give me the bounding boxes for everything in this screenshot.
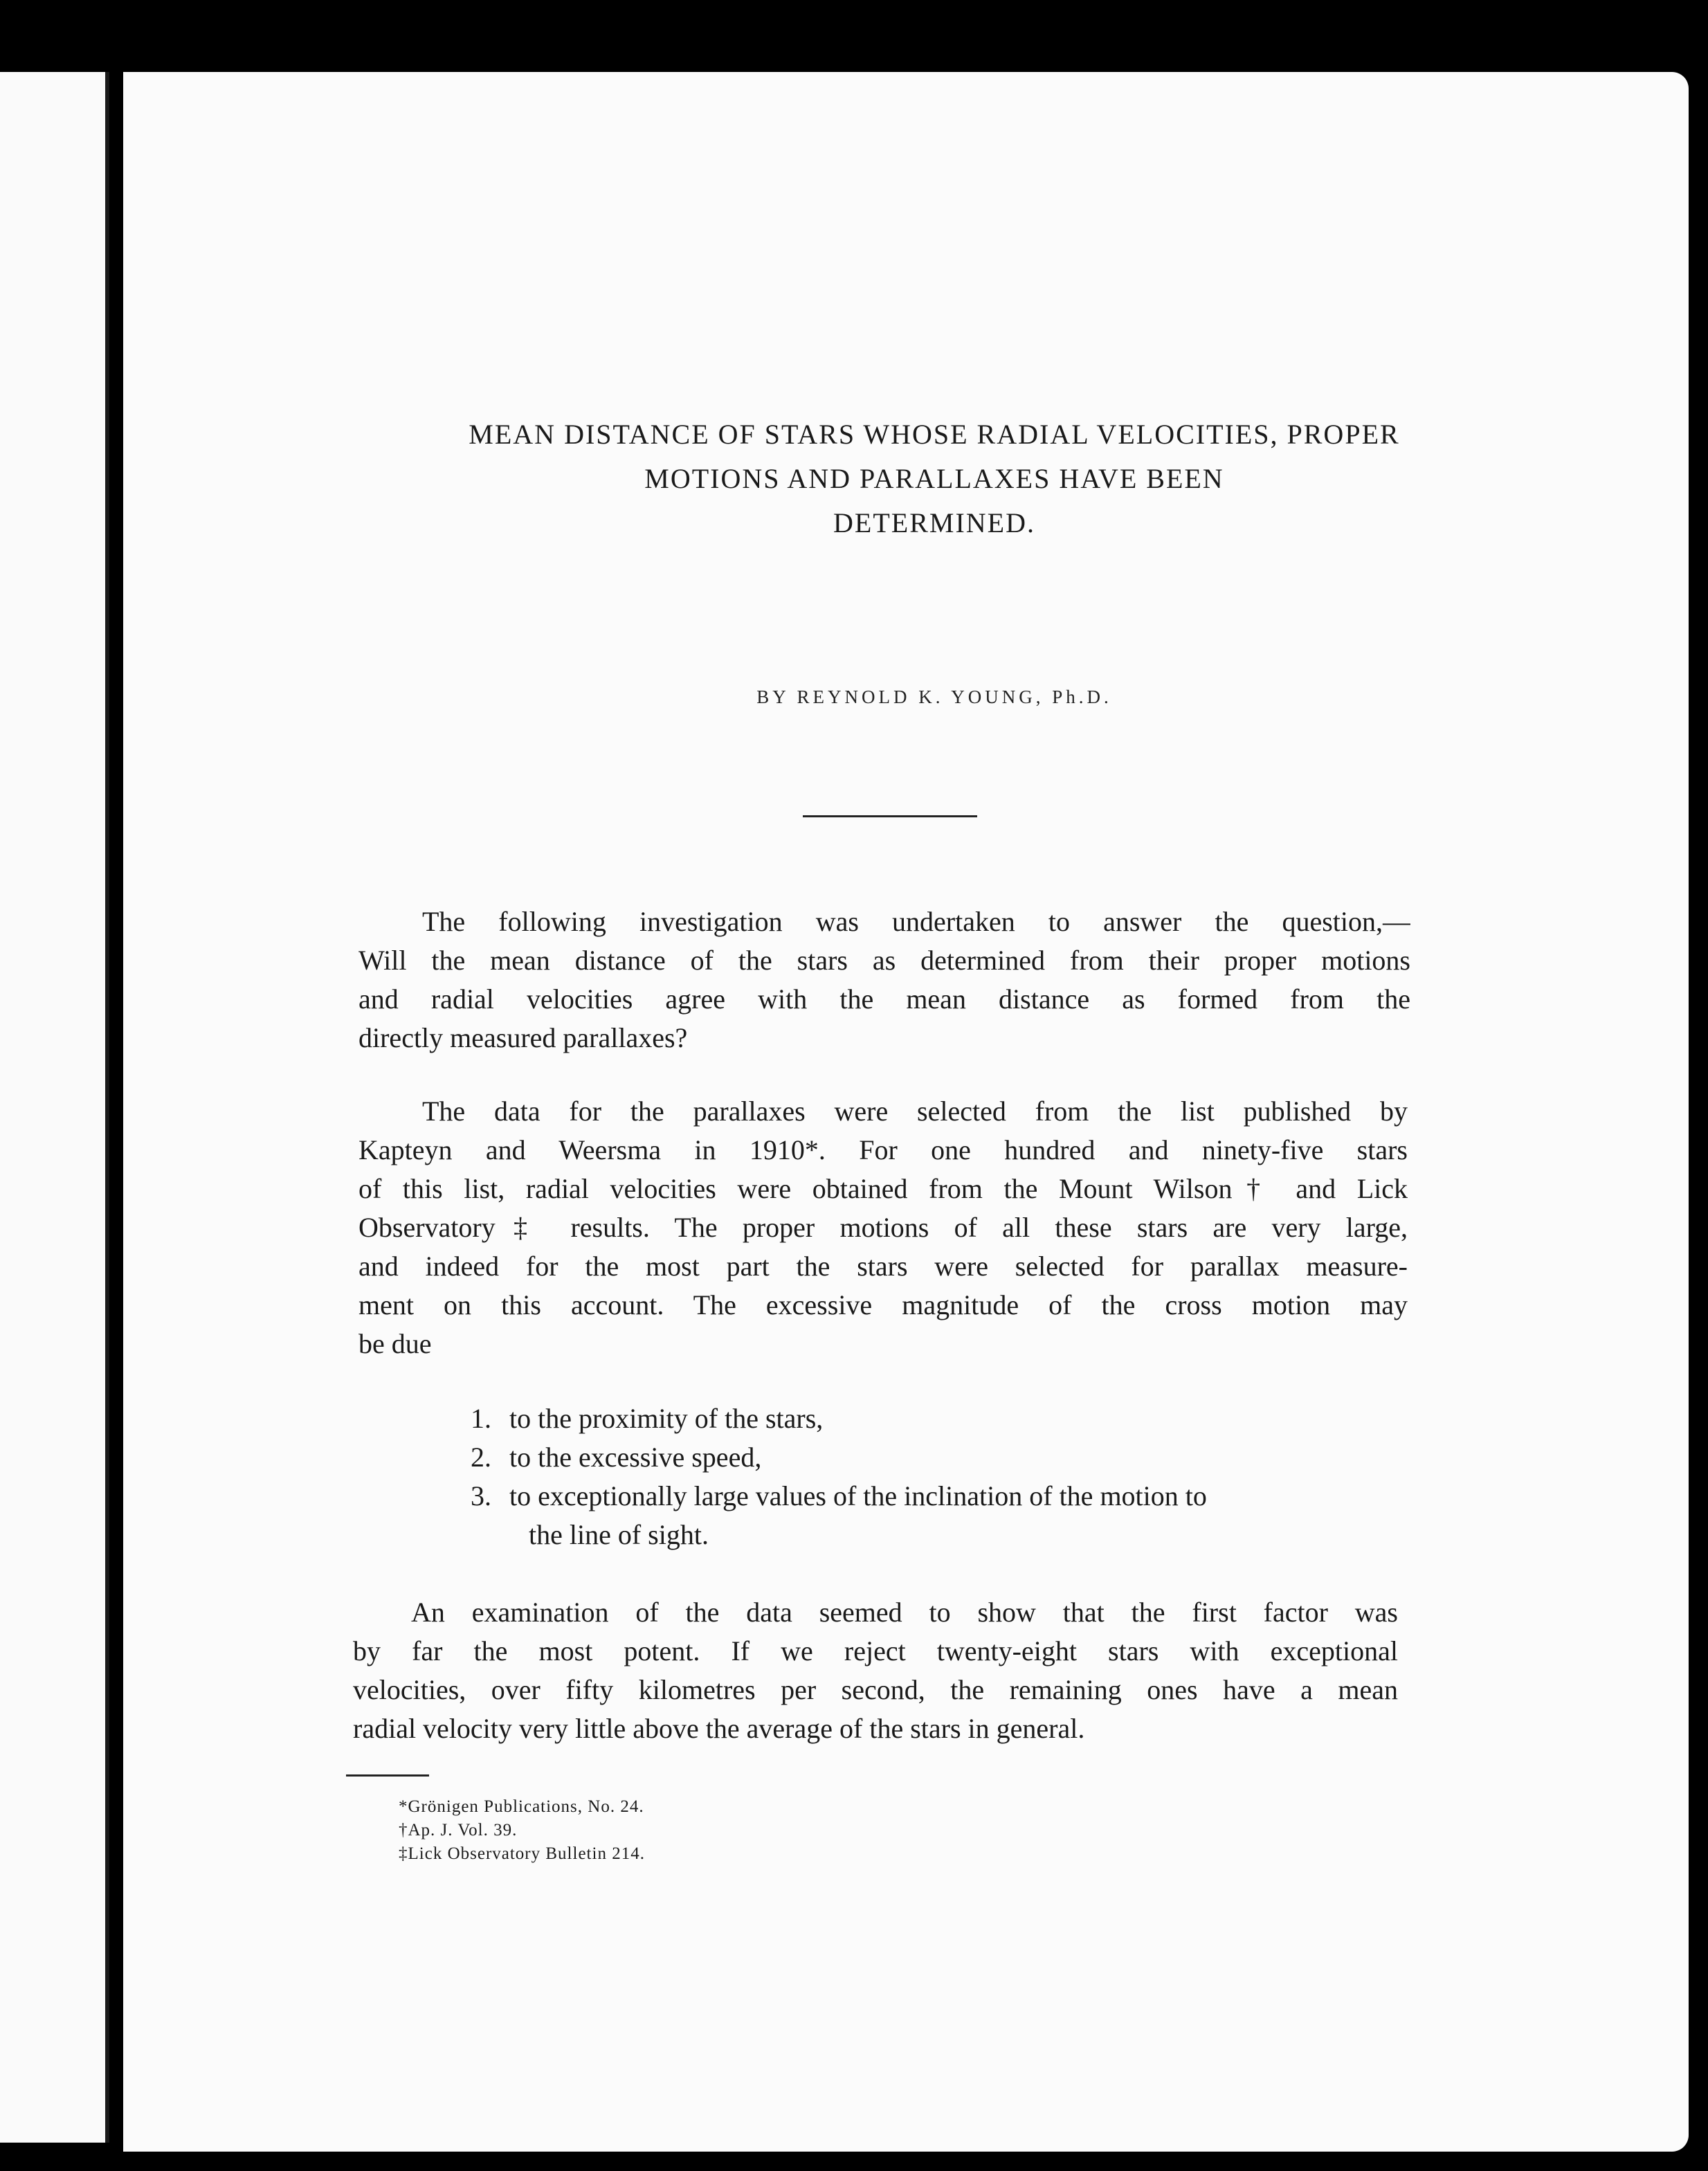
paragraph-line: The following investigation was undertaken to answer the question,— — [422, 906, 1410, 937]
article-title — [277, 412, 1592, 545]
footnote: ‡Lick Observatory Bulletin 214. — [399, 1844, 645, 1863]
footnote-divider — [346, 1774, 429, 1777]
list-item — [471, 1477, 1405, 1554]
footnote: *Grönigen Publications, No. 24. — [399, 1797, 644, 1816]
list-number: 1. — [471, 1403, 491, 1434]
title-line: MEAN DISTANCE OF STARS WHOSE RADIAL VELOCITIES, PROPER — [469, 419, 1400, 450]
paragraph-intro — [358, 902, 1410, 1057]
paragraph-line: ment on this account. The excessive magnitude of the cross motion may — [358, 1289, 1408, 1320]
causes-list — [471, 1399, 1405, 1554]
section-divider — [803, 815, 977, 817]
paragraph-line: Observatory‡ results. The proper motions of all these stars are very large, — [358, 1212, 1408, 1243]
paragraph-line: of this list, radial velocities were obtained from the Mount Wilson† and Lick — [358, 1173, 1408, 1204]
paragraph-line: be due — [358, 1328, 432, 1359]
paragraph-line: Will the mean distance of the stars as determined from their proper motions — [358, 945, 1410, 976]
paragraph-line: directly measured parallaxes? — [358, 1022, 688, 1053]
left-page-edge — [0, 72, 109, 2143]
list-number: 3. — [471, 1480, 491, 1511]
title-line: DETERMINED. — [833, 507, 1035, 538]
list-text: to the excessive speed, — [509, 1442, 762, 1473]
title-line: MOTIONS AND PARALLAXES HAVE BEEN — [644, 463, 1224, 494]
list-text-continuation: the line of sight. — [529, 1519, 709, 1550]
paragraph-line: The data for the parallaxes were selected from the list published by — [422, 1096, 1408, 1127]
paragraph-line: and radial velocities agree with the mean distance as formed from the — [358, 983, 1410, 1015]
paragraph-line: and indeed for the most part the stars were selected for parallax measure- — [358, 1251, 1408, 1282]
paragraph-data — [358, 1092, 1408, 1363]
list-text: to exceptionally large values of the inclination of the motion to — [509, 1480, 1207, 1511]
paragraph-line: Kapteyn and Weersma in 1910*. For one hundred and ninety-five stars — [358, 1134, 1408, 1165]
footnote: †Ap. J. Vol. 39. — [399, 1821, 518, 1840]
paragraph-line: by far the most potent. If we reject twenty-eight stars with exceptional — [353, 1635, 1398, 1666]
list-item — [471, 1399, 1405, 1438]
paragraph-line: velocities, over fifty kilometres per second, the remaining ones have a mean — [353, 1674, 1398, 1705]
paragraph-line: An examination of the data seemed to show that the first factor was — [411, 1597, 1398, 1628]
footnotes — [399, 1795, 1021, 1866]
paragraph-line: radial velocity very little above the average of the stars in general. — [353, 1713, 1085, 1744]
paragraph-examination — [353, 1593, 1398, 1748]
list-number: 2. — [471, 1442, 491, 1473]
list-item — [471, 1438, 1405, 1477]
list-text: to the proximity of the stars, — [509, 1403, 824, 1434]
author-byline: BY REYNOLD K. YOUNG, Ph.D. — [756, 687, 1112, 707]
